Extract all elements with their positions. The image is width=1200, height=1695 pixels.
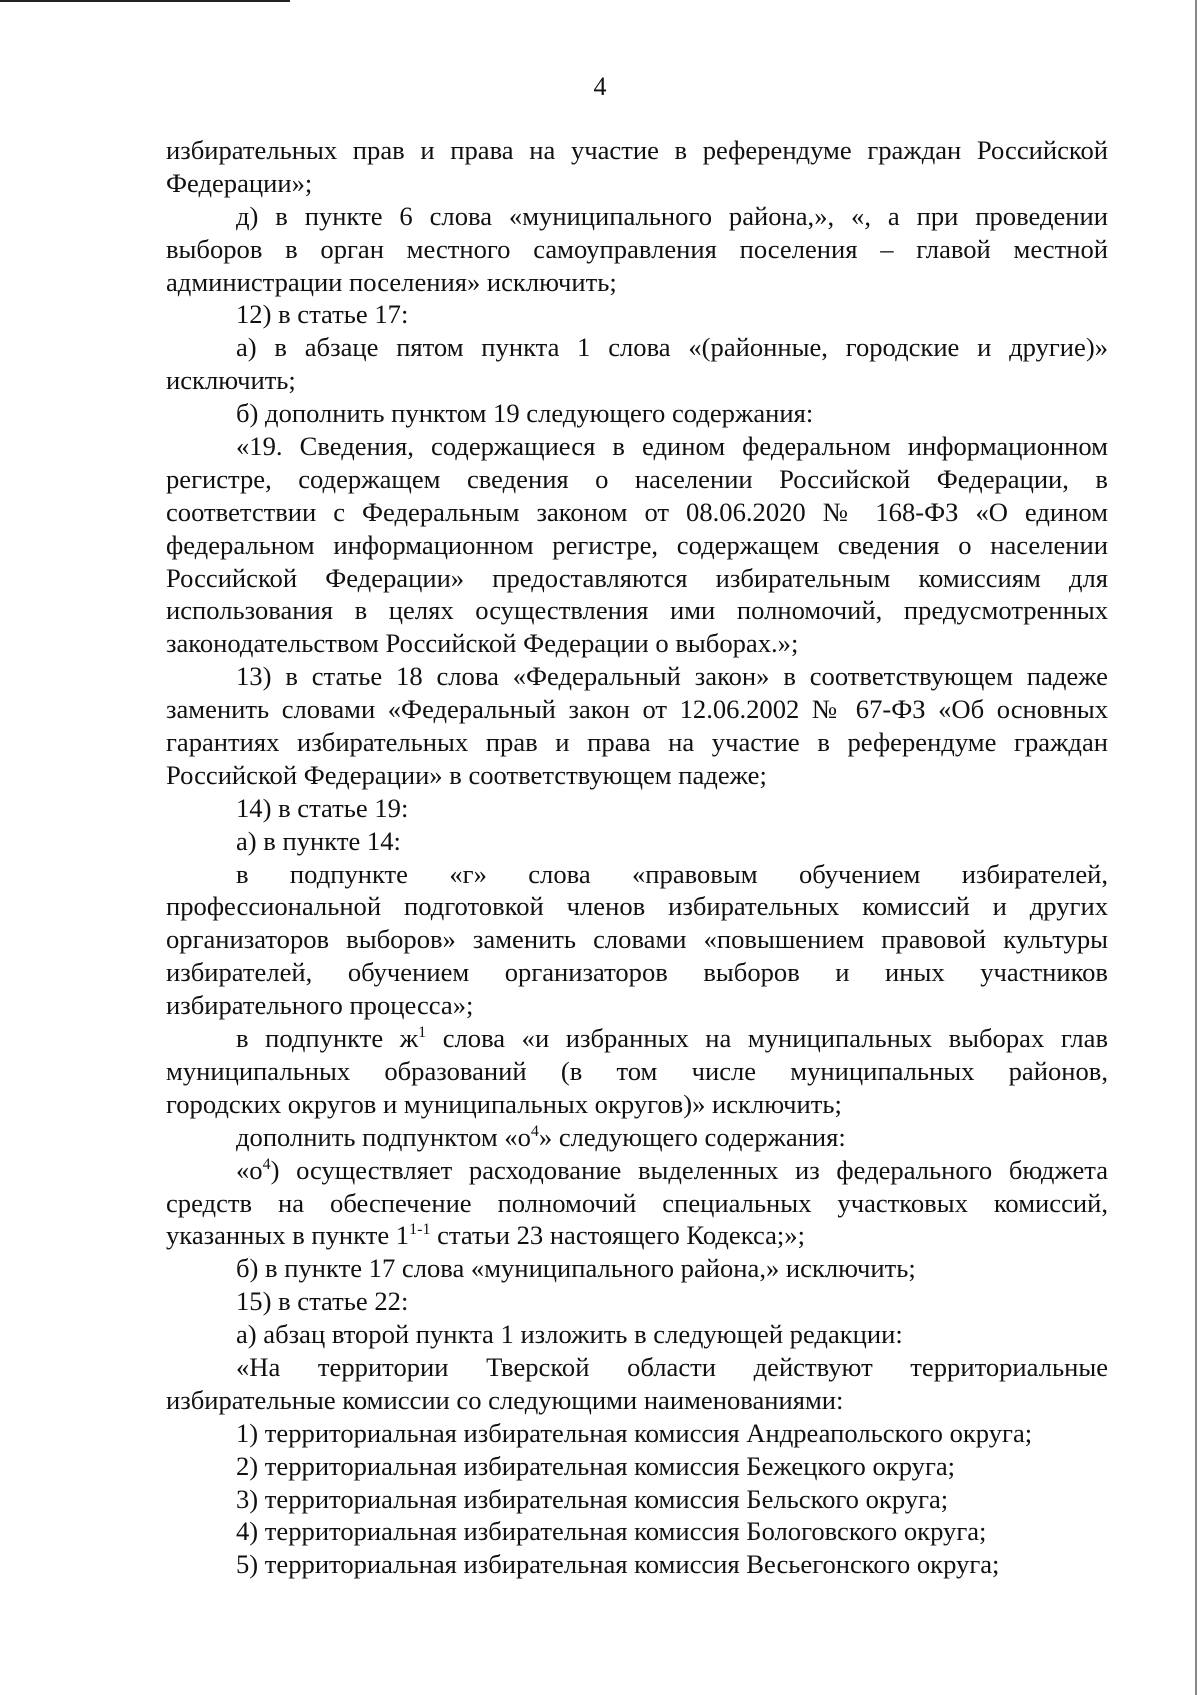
- text-line: [166, 167, 1108, 200]
- text-line-content: федеральном информационном регистре, содержащем сведения о населении: [166, 529, 1108, 560]
- text-line-content: соответствии с Федеральным законом от 08.06.2020 № 168-ФЗ «О едином: [166, 496, 1108, 527]
- text-line-content: избирателей, обучением организаторов выборов и иных участников: [166, 957, 1108, 988]
- text-line-content: указанных в пункте 1: [166, 1220, 410, 1251]
- text-line-content: Российской Федерации» предоставляются избирательным комиссиям для: [166, 562, 1108, 593]
- text-line: [166, 134, 1108, 167]
- text-line: [166, 266, 1108, 299]
- text-line: [166, 726, 1108, 759]
- text-line: [166, 397, 1108, 430]
- text-line: [166, 529, 1108, 562]
- text-line-content: использования в целях осуществления ими полномочий, предусмотренных: [166, 595, 1108, 626]
- text-line: [166, 923, 1108, 956]
- text-line: [166, 1285, 1108, 1318]
- text-line: [166, 331, 1108, 364]
- text-line: [166, 1055, 1108, 1088]
- text-line-content: гарантиях избирательных прав и права на участие в референдуме граждан: [166, 727, 1108, 758]
- text-line: [166, 1252, 1108, 1285]
- superscript: 1: [418, 1024, 427, 1042]
- text-line-content: Российской Федерации» в соответствующем падеже;: [166, 759, 767, 790]
- text-line: [166, 660, 1108, 693]
- text-line-content: избирательного процесса»;: [166, 990, 474, 1021]
- text-line-content: а) в пункте 14:: [236, 825, 401, 856]
- document-body: [166, 134, 1108, 1581]
- text-line: [166, 364, 1108, 397]
- text-line-content: выборов в орган местного самоуправления поселения – главой местной: [166, 233, 1108, 264]
- text-line: [166, 1318, 1108, 1351]
- text-line: [166, 956, 1108, 989]
- right-edge-shadow: [1195, 0, 1197, 1695]
- text-line-content: 14) в статье 19:: [236, 792, 409, 823]
- text-line: [166, 562, 1108, 595]
- commission-list-item: 3) территориальная избирательная комиссия Бельского округа;: [236, 1483, 949, 1514]
- text-line-content: б) дополнить пунктом 19 следующего содержания:: [236, 398, 814, 429]
- text-line-content: 12) в статье 17:: [236, 299, 409, 330]
- text-line-content: заменить словами «Федеральный закон от 12.06.2002 № 67-ФЗ «Об основных: [166, 694, 1108, 725]
- text-line-content: 13) в статье 18 слова «Федеральный закон» в соответствующем падеже: [236, 661, 1108, 692]
- text-line: [166, 1022, 1108, 1055]
- text-line-content: избирательные комиссии со следующими наименованиями:: [166, 1384, 844, 1415]
- superscript: 4: [530, 1122, 539, 1140]
- text-line-content: профессиональной подготовкой членов избирательных комиссий и других: [166, 891, 1108, 922]
- text-line-content: 15) в статье 22:: [236, 1286, 409, 1317]
- text-line-continuation: статьи 23 настоящего Кодекса;»;: [430, 1220, 805, 1251]
- text-line: [166, 496, 1108, 529]
- text-line: [166, 627, 1108, 660]
- text-line-content: городских округов и муниципальных округов)» исключить;: [166, 1088, 842, 1119]
- text-line-content: б) в пункте 17 слова «муниципального района,» исключить;: [236, 1253, 916, 1284]
- text-line-content: законодательством Российской Федерации о выборах.»;: [166, 628, 799, 659]
- text-line-continuation: ) осуществляет расходование выделенных из федерального бюджета: [270, 1154, 1108, 1185]
- commission-list-item: 1) территориальная избирательная комиссия Андреапольского округа;: [236, 1417, 1033, 1448]
- text-line-content: муниципальных образований (в том числе муниципальных районов,: [166, 1055, 1108, 1086]
- top-edge-rule: [0, 0, 290, 2]
- text-line: [166, 693, 1108, 726]
- text-line: [166, 1154, 1108, 1187]
- text-line: [166, 1351, 1108, 1384]
- commission-list-item: 4) территориальная избирательная комиссия Бологовского округа;: [236, 1516, 987, 1547]
- text-line-content: средств на обеспечение полномочий специальных участковых комиссий,: [166, 1187, 1108, 1218]
- text-line: [166, 858, 1108, 891]
- text-line: [166, 1219, 1108, 1252]
- text-line-content: администрации поселения» исключить;: [166, 266, 617, 297]
- text-line-continuation: » следующего содержания:: [538, 1121, 846, 1152]
- page-number: 4: [593, 72, 607, 101]
- text-line: [166, 759, 1108, 792]
- text-line: [166, 594, 1108, 627]
- text-line-content: «о: [236, 1154, 263, 1185]
- text-line: [166, 890, 1108, 923]
- text-line-continuation: слова «и избранных на муниципальных выборах глав: [426, 1023, 1109, 1054]
- text-line: [166, 792, 1108, 825]
- commission-list-item: 5) территориальная избирательная комиссия Весьегонского округа;: [236, 1549, 1000, 1580]
- text-line-content: «19. Сведения, содержащиеся в едином федеральном информационном: [236, 431, 1108, 462]
- text-line: [166, 1088, 1108, 1121]
- text-line-content: регистре, содержащем сведения о населении Российской Федерации, в: [166, 463, 1108, 494]
- text-line-content: а) в абзаце пятом пункта 1 слова «(районные, городские и другие)»: [236, 332, 1108, 363]
- text-line-content: организаторов выборов» заменить словами «повышением правовой культуры: [166, 924, 1108, 955]
- text-line: [166, 1121, 1108, 1154]
- text-line-content: в подпункте ж: [236, 1023, 419, 1054]
- text-line-content: дополнить подпунктом «о: [236, 1121, 531, 1152]
- text-line-content: Федерации»;: [166, 167, 313, 198]
- text-line: [166, 233, 1108, 266]
- text-line: [166, 825, 1108, 858]
- text-line: [166, 298, 1108, 331]
- text-line: [166, 463, 1108, 496]
- text-line: [166, 430, 1108, 463]
- text-line-content: д) в пункте 6 слова «муниципального района,», «, а при проведении: [236, 200, 1108, 231]
- text-line: [166, 989, 1108, 1022]
- text-line-content: избирательных прав и права на участие в референдуме граждан Российской: [166, 135, 1108, 165]
- text-line: [166, 200, 1108, 233]
- text-line-content: «На территории Тверской области действуют территориальные: [236, 1351, 1108, 1382]
- text-line: [166, 1187, 1108, 1220]
- text-line: [166, 1384, 1108, 1417]
- text-line-content: в подпункте «г» слова «правовым обучением избирателей,: [236, 858, 1108, 889]
- superscript: 1-1: [409, 1221, 431, 1239]
- superscript: 4: [262, 1155, 271, 1173]
- text-line-content: а) абзац второй пункта 1 изложить в следующей редакции:: [236, 1319, 903, 1350]
- text-line-content: исключить;: [166, 365, 296, 396]
- commission-list-item: 2) территориальная избирательная комиссия Бежецкого округа;: [236, 1450, 956, 1481]
